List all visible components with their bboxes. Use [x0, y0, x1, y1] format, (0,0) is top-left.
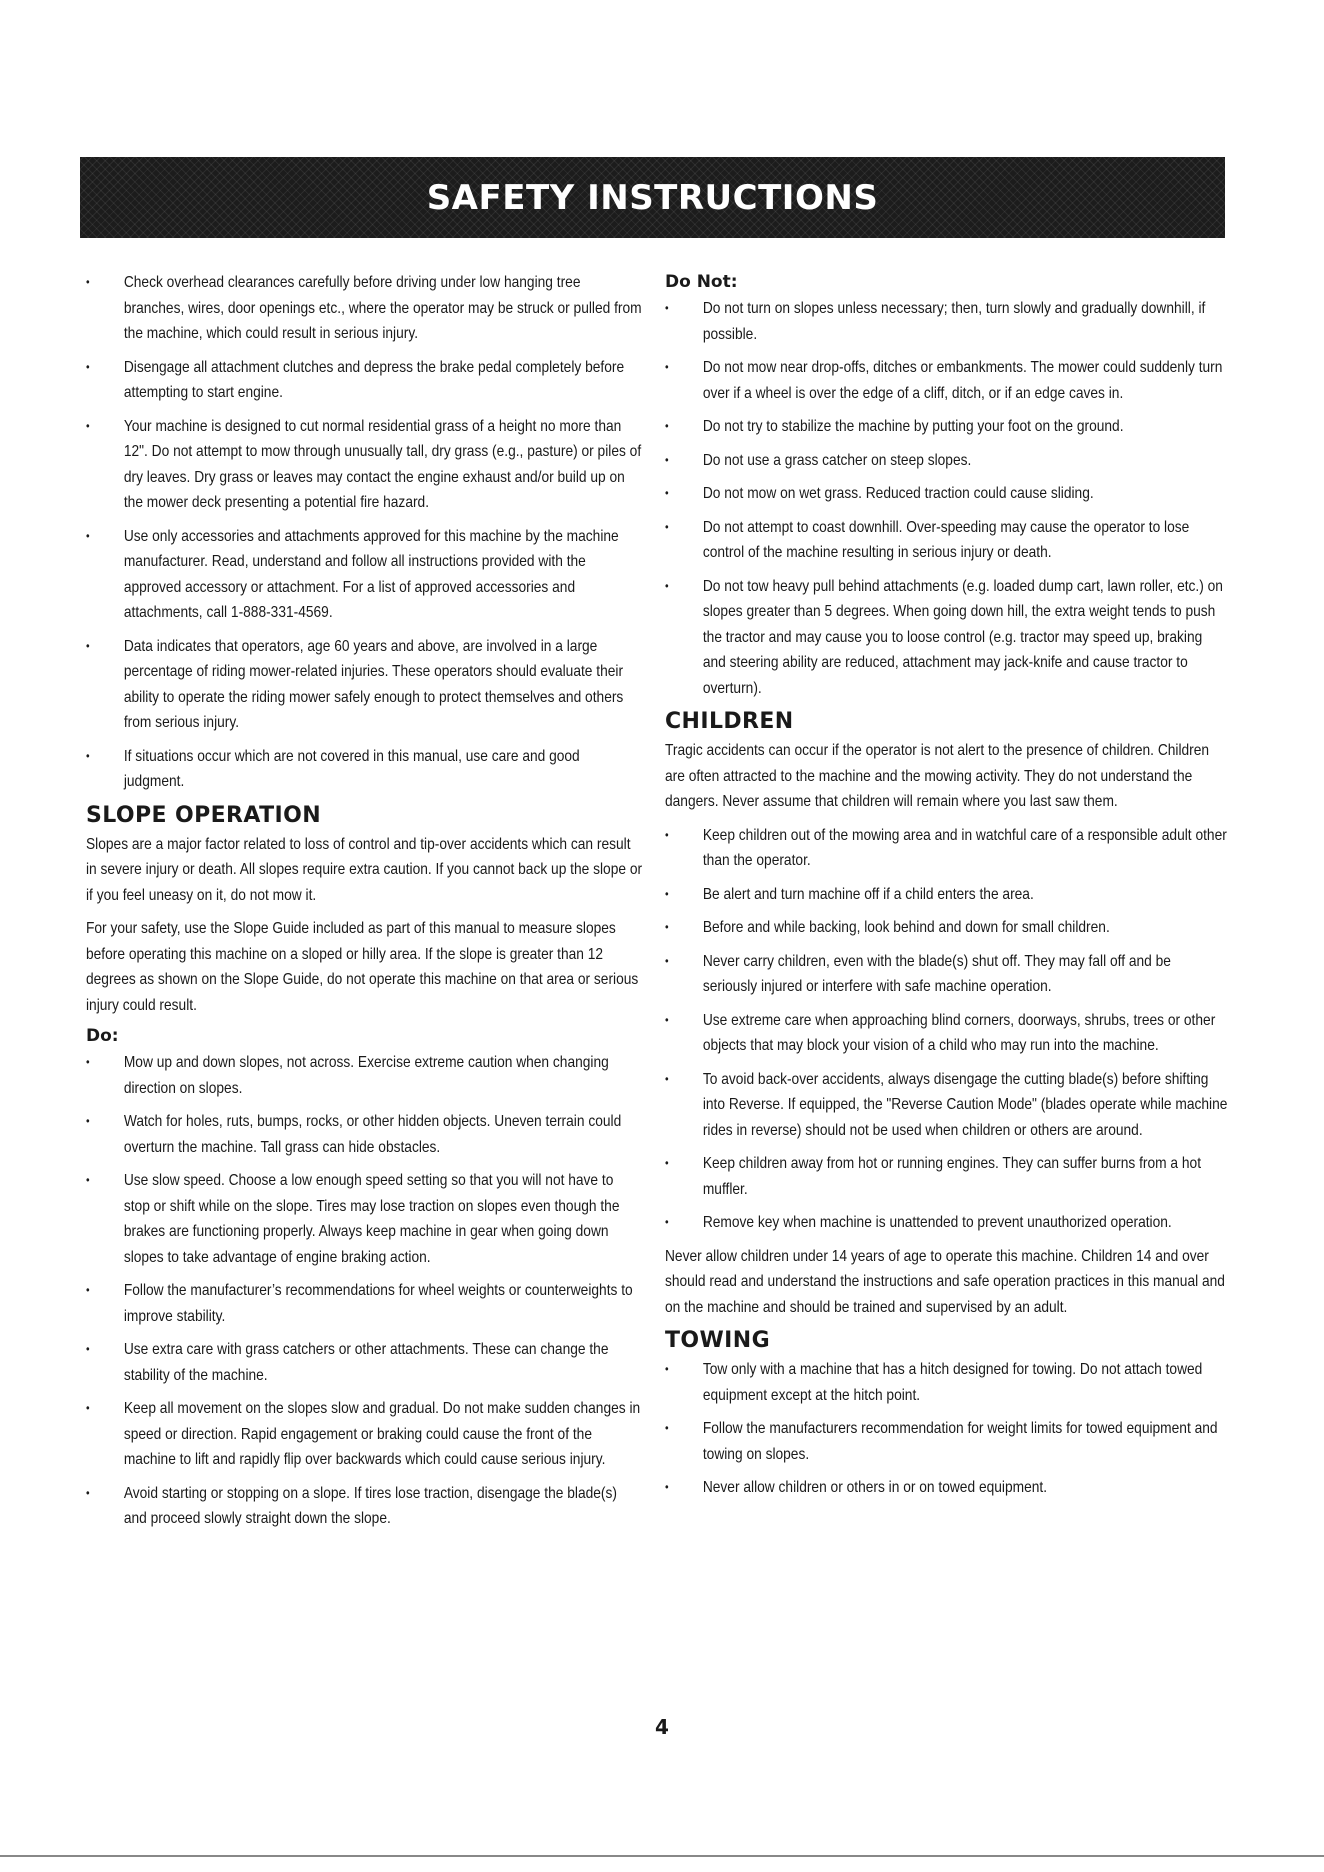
list-item: • Do not use a grass catcher on steep slopes.	[665, 448, 1228, 474]
list-item: • Check overhead clearances carefully before driving under low hanging tree branches, wires, door openings etc., where the operator may be struck or pulled from the machine, which could result in serious injury.	[86, 270, 642, 347]
do-heading: Do:	[86, 1026, 119, 1046]
list-item: • Follow the manufacturers recommendation for weight limits for towed equipment and towing on slopes.	[665, 1416, 1228, 1467]
list-item: • Disengage all attachment clutches and depress the brake pedal completely before attempting to start engine.	[86, 355, 642, 406]
children-intro: Tragic accidents can occur if the operator is not alert to the presence of children. Children are often attracted to the machine and the mowing activity. They do not understand the dangers. Never assume that children will remain where you last saw them.	[665, 742, 1210, 810]
list-item: • Be alert and turn machine off if a child enters the area.	[665, 882, 1228, 908]
children-closing: Never allow children under 14 years of age to operate this machine. Children 14 and over should read and understand the instructions and safe operation practices in this manual and on the machine and should be trained and supervised by an adult.	[665, 1247, 1225, 1316]
list-item: • Keep children away from hot or running engines. They can suffer burns from a hot muffler.	[665, 1151, 1228, 1202]
list-item: • Use only accessories and attachments approved for this machine by the machine manufacturer. Read, understand and follow all instructions provided with the approved accessory or attachment. For a list of approved accessories and attachments, call 1-888-331-4569.	[86, 524, 642, 626]
do-not-heading: Do Not:	[665, 272, 738, 292]
list-item: • Keep all movement on the slopes slow and gradual. Do not make sudden changes in speed or direction. Rapid engagement or braking could cause the front of the machine to lift and rapidly flip over backwards which could cause serious injury.	[86, 1396, 642, 1473]
list-item: • Remove key when machine is unattended to prevent unauthorized operation.	[665, 1210, 1228, 1236]
list-item: • Use slow speed. Choose a low enough speed setting so that you will not have to stop or shift while on the slope. Tires may lose traction on slopes even though the brakes are functioning properly. Always keep machine in gear when going down slopes to take advantage of engine braking action.	[86, 1168, 642, 1270]
towing-heading: TOWING	[665, 1328, 771, 1353]
list-item: • Follow the manufacturer’s recommendations for wheel weights or counterweights to improve stability.	[86, 1278, 642, 1329]
list-item: • Your machine is designed to cut normal residential grass of a height no more than 12". Do not attempt to mow through unusually tall, dry grass (e.g., pasture) or piles of dry leaves. Dry grass or leaves may contact the engine exhaust and/or build up on the mower deck presenting a potential fire hazard.	[86, 414, 642, 516]
list-item: • To avoid back-over accidents, always disengage the cutting blade(s) before shifting into Reverse. If equipped, the "Reverse Caution Mode" (blades operate while machine rides in reverse) should not be used when children or others are around.	[665, 1067, 1228, 1144]
towing-bullet-list	[665, 1357, 1228, 1501]
list-item: • Use extra care with grass catchers or other attachments. These can change the stability of the machine.	[86, 1337, 642, 1388]
list-item: • Do not mow near drop-offs, ditches or embankments. The mower could suddenly turn over if a wheel is over the edge of a cliff, ditch, or if an edge caves in.	[665, 355, 1228, 406]
list-item: • Do not attempt to coast downhill. Over-speeding may cause the operator to lose control of the machine resulting in serious injury or death.	[665, 515, 1228, 566]
children-heading: CHILDREN	[665, 709, 794, 734]
bottom-divider	[0, 1855, 1324, 1857]
children-bullet-list	[665, 823, 1228, 1236]
do-not-bullet-list	[665, 296, 1228, 701]
page-title: SAFETY INSTRUCTIONS	[426, 177, 879, 218]
list-item: • Mow up and down slopes, not across. Exercise extreme caution when changing direction on slopes.	[86, 1050, 642, 1101]
header-banner	[80, 157, 1225, 238]
list-item: • Before and while backing, look behind and down for small children.	[665, 915, 1228, 941]
do-bullet-list	[86, 1050, 642, 1532]
intro-bullet-list	[86, 270, 642, 795]
list-item: • Do not tow heavy pull behind attachments (e.g. loaded dump cart, lawn roller, etc.) on slopes greater than 5 degrees. When going down hill, the extra weight tends to push the tractor and may cause you to loose control (e.g. tractor may speed up, braking and steering ability are reduced, attachment may jack-knife and cause tractor to overturn).	[665, 574, 1228, 702]
list-item: • If situations occur which are not covered in this manual, use care and good judgment.	[86, 744, 642, 795]
list-item: • Avoid starting or stopping on a slope. If tires lose traction, disengage the blade(s) and proceed slowly straight down the slope.	[86, 1481, 642, 1532]
list-item: • Do not turn on slopes unless necessary; then, turn slowly and gradually downhill, if possible.	[665, 296, 1228, 347]
list-item: • Use extreme care when approaching blind corners, doorways, shrubs, trees or other objects that may block your vision of a child who may run into the machine.	[665, 1008, 1228, 1059]
list-item: • Do not mow on wet grass. Reduced traction could cause sliding.	[665, 481, 1228, 507]
list-item: • Data indicates that operators, age 60 years and above, are involved in a large percentage of riding mower-related injuries. These operators should evaluate their ability to operate the riding mower safely enough to protect themselves and others from serious injury.	[86, 634, 642, 736]
slope-paragraph: For your safety, use the Slope Guide included as part of this manual to measure slopes before operating this machine on a sloped or hilly area. If the slope is greater than 12 degrees as shown on the Slope Guide, do not operate this machine on that area or serious injury could result.	[86, 920, 639, 1014]
list-item: • Do not try to stabilize the machine by putting your foot on the ground.	[665, 414, 1228, 440]
list-item: • Never allow children or others in or on towed equipment.	[665, 1475, 1228, 1501]
page-number: 4	[655, 1715, 669, 1739]
list-item: • Keep children out of the mowing area and in watchful care of a responsible adult other than the operator.	[665, 823, 1228, 874]
slope-operation-heading: SLOPE OPERATION	[86, 802, 322, 828]
list-item: • Tow only with a machine that has a hitch designed for towing. Do not attach towed equipment except at the hitch point.	[665, 1357, 1228, 1408]
list-item: • Never carry children, even with the blade(s) shut off. They may fall off and be seriously injured or interfere with safe machine operation.	[665, 949, 1228, 1000]
slope-paragraph: Slopes are a major factor related to loss of control and tip-over accidents which can result in severe injury or death. All slopes require extra caution. If you cannot back up the slope or if you feel uneasy on it, do not mow it.	[86, 835, 643, 904]
left-column	[86, 270, 642, 1540]
list-item: • Watch for holes, ruts, bumps, rocks, or other hidden objects. Uneven terrain could overturn the machine. Tall grass can hide obstacles.	[86, 1109, 642, 1160]
right-column	[665, 272, 1228, 1509]
